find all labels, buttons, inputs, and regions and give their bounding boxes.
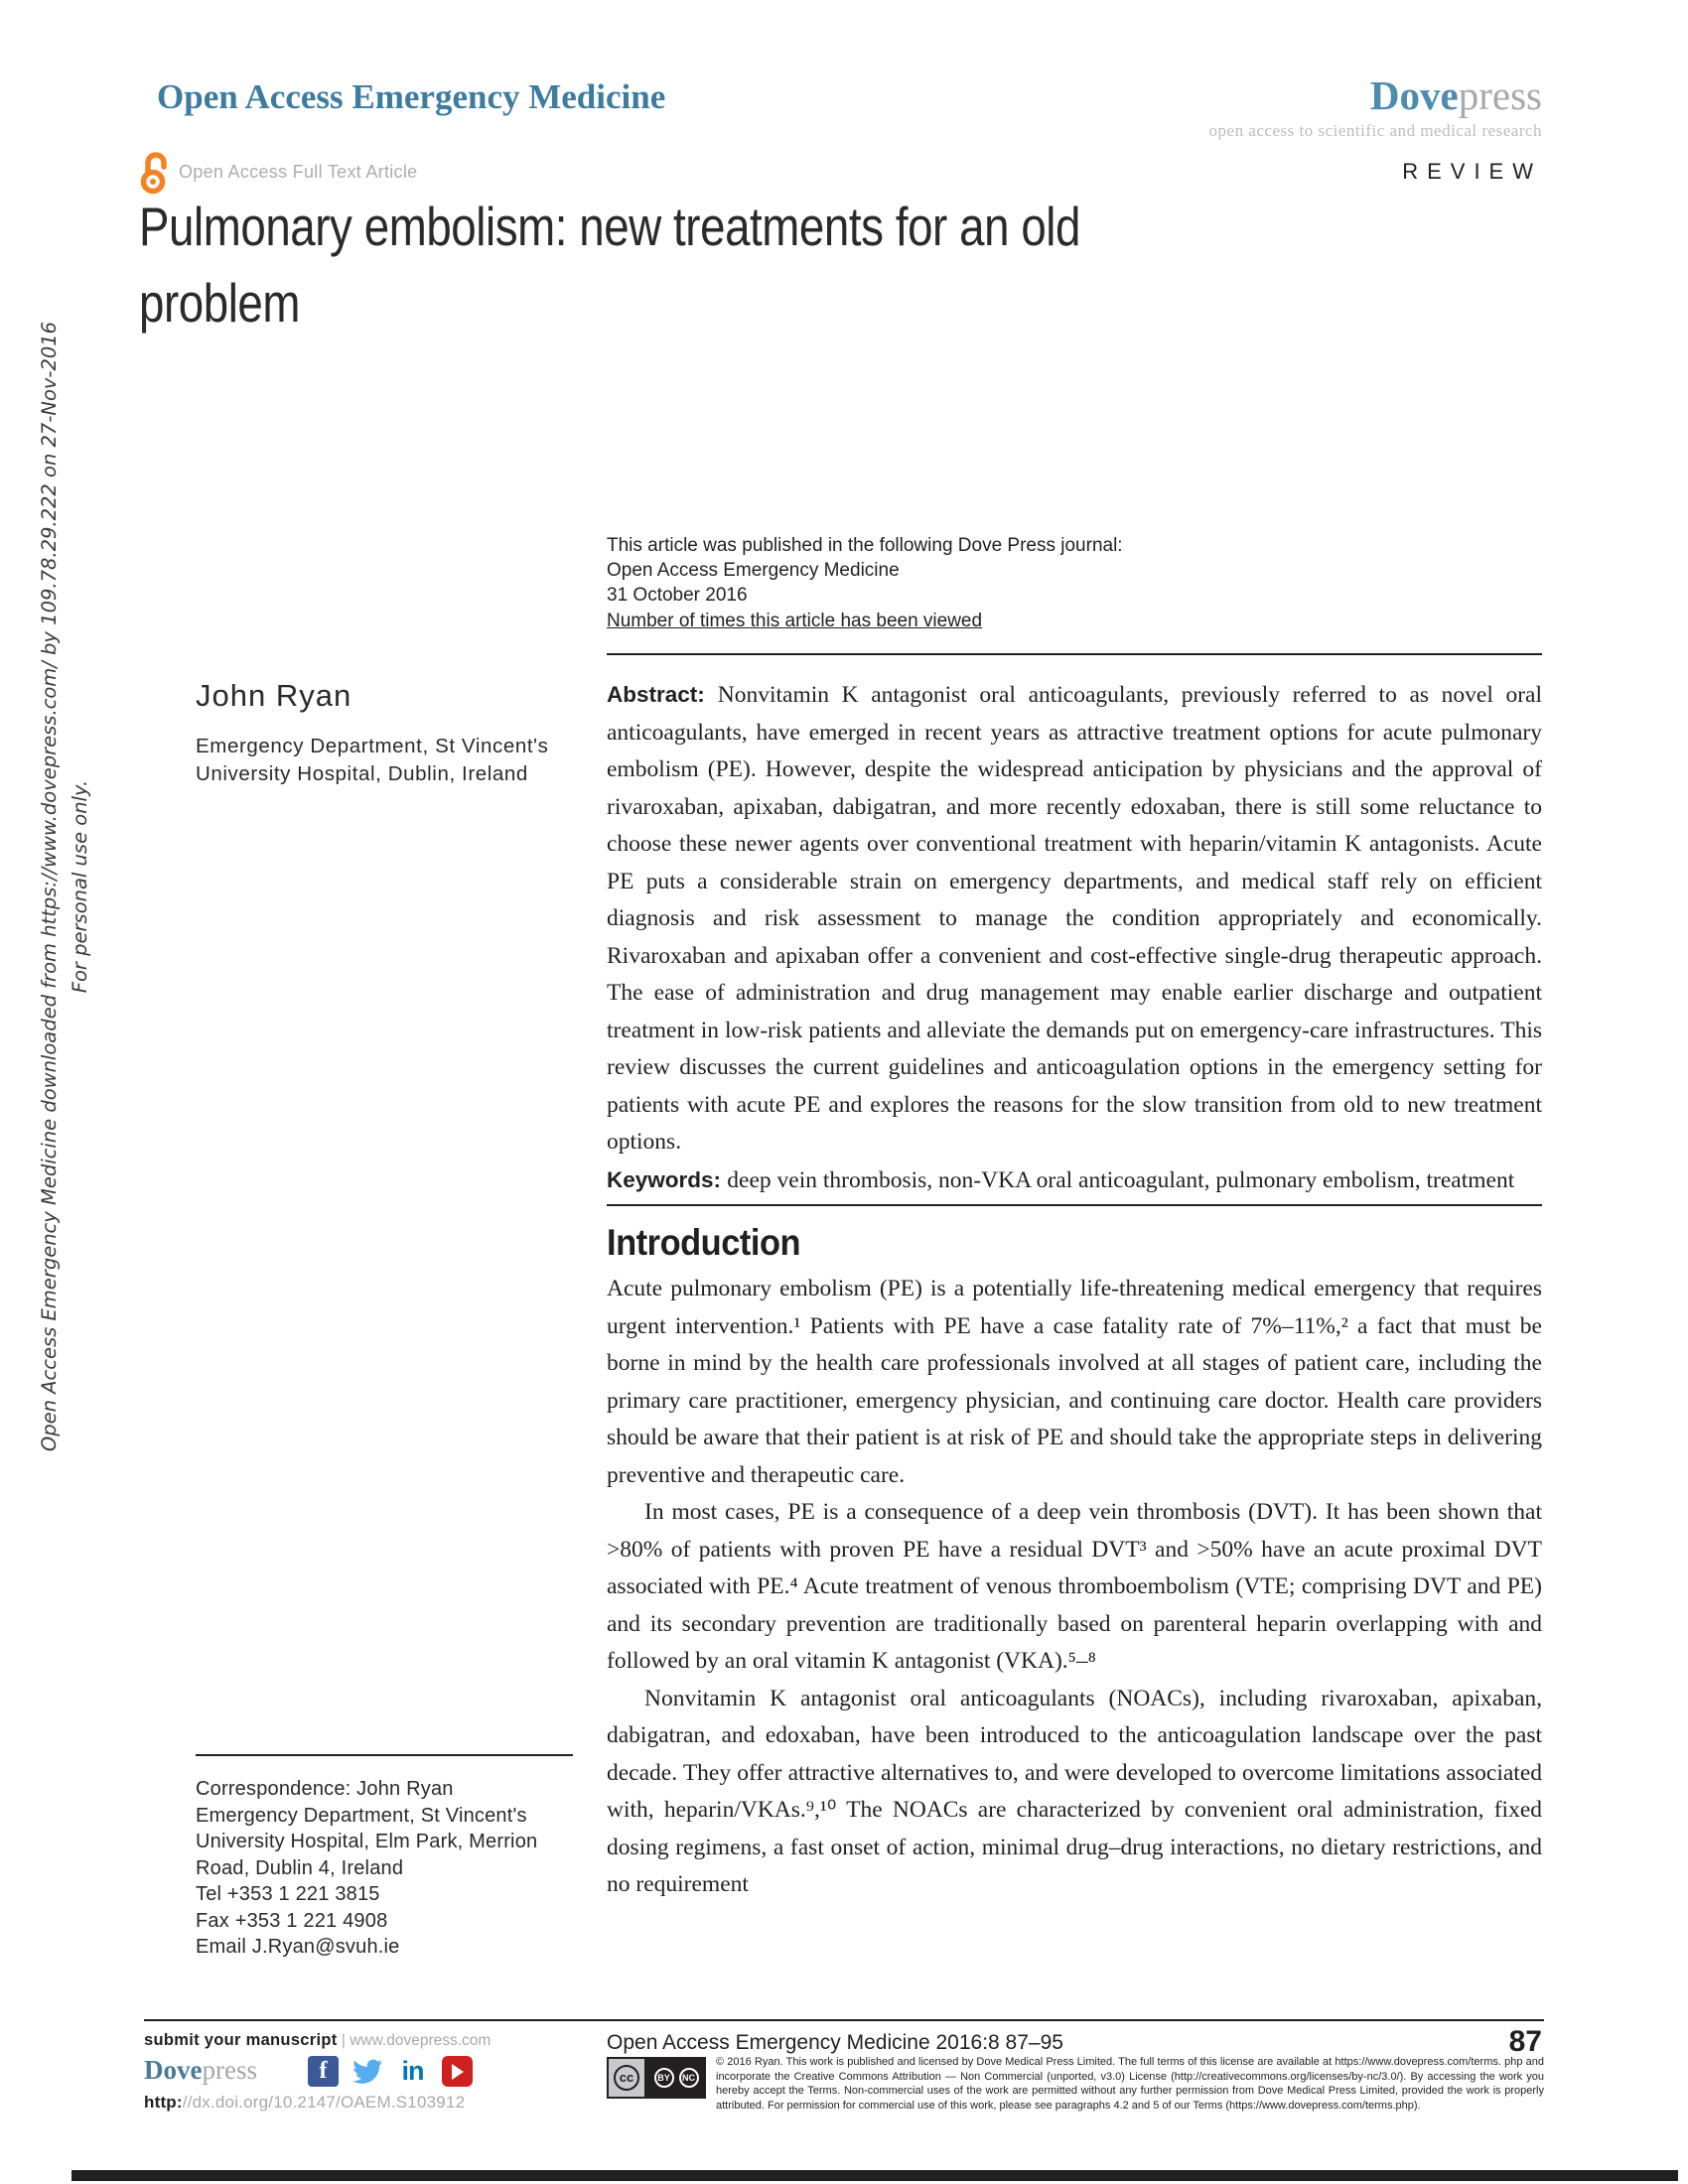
author-affiliation: Emergency Department, St Vincent's University Hospital, Dublin, Ireland (196, 735, 549, 785)
keywords-text: deep vein thrombosis, non-VKA oral anticoagulant, pulmonary embolism, treatment (727, 1166, 1515, 1193)
footer-brand-press: press (202, 2055, 257, 2085)
divider-correspondence (196, 1754, 573, 1756)
license-block (607, 2055, 1544, 2113)
publication-date: 31 October 2016 (607, 585, 748, 606)
page-number: 87 (1508, 2025, 1542, 2058)
license-text: © 2016 Ryan. This work is published and licensed by Dove Medical Press Limited. The full terms of this license are available at https://www.dovepress.com/terms. php and incorporate the Creative Commons Attribution — Non Commercial (unported, v3.0) License (http://creativecommons.org/licenses/by-nc/3.0/). By accessing the work you hereby accept the Terms. Non-commercial uses of the work are permitted without any further permission from Dove Medical Press Limited, provided the work is properly attributed. For permission for commercial use of this work, please see paragraphs 4.2 and 5 of our Terms (https://www.dovepress.com/terms.php). (716, 2056, 1544, 2112)
cc-icon: cc (607, 2057, 646, 2099)
footer-brand-dove: Dove (144, 2055, 203, 2085)
personal-use-notice: For personal use only. (69, 779, 91, 994)
introduction-heading: Introduction (607, 1222, 801, 1263)
correspondence-address-1: Emergency Department, St Vincent's (196, 1804, 527, 1827)
introduction-body (607, 1271, 1542, 1904)
abstract-paragraph (607, 676, 1542, 1161)
keywords-label: Keywords: (607, 1166, 728, 1192)
journal-name: Open Access Emergency Medicine (157, 77, 666, 116)
author-name: John Ryan (196, 678, 352, 713)
submit-label: submit your manuscript (144, 2031, 338, 2049)
views-link[interactable]: Number of times this article has been viewed (607, 611, 983, 631)
published-in-line: This article was published in the following Dove Press journal: (607, 535, 1123, 556)
brand-dove: Dove (1369, 72, 1459, 118)
download-notice: Open Access Emergency Medicine downloaded from https://www.dovepress.com/ by 109.78.29.222 on 27-Nov-2016 (38, 321, 61, 1452)
keywords-paragraph (607, 1161, 1542, 1200)
publication-info (607, 533, 1123, 633)
cc-by-icon: BY (654, 2068, 674, 2088)
twitter-icon[interactable] (352, 2056, 383, 2087)
correspondence-email[interactable]: Email J.Ryan@svuh.ie (196, 1936, 400, 1958)
dovepress-url-link[interactable]: www.dovepress.com (350, 2032, 492, 2049)
correspondence-address-2: University Hospital, Elm Park, Merrion (196, 1831, 538, 1852)
submit-divider: | (337, 2032, 351, 2049)
download-stamp (34, 276, 103, 1497)
divider-introduction (607, 1204, 1542, 1206)
title-line-2: problem (139, 272, 301, 334)
correspondence-name: Correspondence: John Ryan (196, 1778, 454, 1800)
youtube-icon[interactable] (442, 2056, 473, 2087)
submit-manuscript-line (144, 2031, 491, 2050)
intro-paragraph-3: Nonvitamin K antagonist oral anticoagulants (NOACs), including rivaroxaban, apixaban, dabigatran, and edoxaban, have been introduced to the anticoagulation landscape over the past decade. They offer attractive alternatives to, and were developed to overcome limitations associated with, heparin/VKAs.⁹,¹⁰ The NOACs are characterized by convenient oral administration, fixed dosing regimens, a fast onset of action, minimal drug–drug interactions, no dietary restrictions, and no requirement (607, 1685, 1542, 1897)
page-title (139, 189, 1210, 341)
correspondence-block (196, 1776, 588, 1961)
abstract-section (607, 676, 1542, 1199)
article-type-badge: REVIEW (1402, 159, 1542, 184)
abstract-label: Abstract: (607, 682, 718, 707)
journal-citation: Open Access Emergency Medicine 2016:8 87–95 (607, 2031, 1063, 2054)
abstract-text: Nonvitamin K antagonist oral anticoagulants, previously referred to as novel oral anticoagulants, have emerged in recent years as attractive treatment options for acute pulmonary embolism (PE). However, despite the widespread anticipation by physicians and the approval of rivaroxaban, apixaban, dabigatran, and more recently edoxaban, there is still some reluctance to choose these newer agents over conventional treatment with heparin/vitamin K antagonists. Acute PE puts a considerable strain on emergency departments, and medical staff rely on efficient diagnosis and risk assessment to manage the condition appropriately and economically. Rivaroxaban and apixaban offer a convenient and cost-effective single-drug therapeutic approach. The ease of administration and drug management may enable earlier discharge and outpatient treatment in low-risk patients and alleviate the demands put on emergency-care infrastructures. This review discusses the current guidelines and anticoagulation options in the emergency setting for patients with acute PE and explores the reasons for the slow transition from old to new treatment options. (607, 682, 1542, 1155)
correspondence-tel: Tel +353 1 221 3815 (196, 1883, 380, 1905)
footer-dovepress-logo (144, 2055, 257, 2086)
brand-press: press (1458, 72, 1542, 118)
linkedin-icon[interactable]: in (401, 2056, 424, 2086)
doi-link[interactable]: http://dx.doi.org/10.2147/OAEM.S103912 (144, 2093, 466, 2112)
intro-paragraph-2: In most cases, PE is a consequence of a deep vein thrombosis (DVT). It has been shown that >80% of patients with proven PE have a residual DVT³ and >50% have an acute proximal DVT associated with PE.⁴ Acute treatment of venous thromboembolism (VTE; comprising DVT and PE) and its secondary prevention are traditionally based on parenteral heparin overlapping with and followed by an oral vitamin K antagonist (VKA).⁵–⁸ (607, 1499, 1542, 1674)
cc-nc-icon: NC (679, 2068, 699, 2088)
published-journal: Open Access Emergency Medicine (607, 560, 900, 581)
correspondence-fax: Fax +353 1 221 4908 (196, 1909, 388, 1932)
cc-by-nc-icons (646, 2057, 706, 2099)
brand-tagline: open access to scientific and medical research (1208, 121, 1542, 140)
intro-paragraph-1: Acute pulmonary embolism (PE) is a potentially life-threatening medical emergency that requires urgent intervention.¹ Patients with PE have a case fatality rate of 7%–11%,² a fact that must be borne in mind by the health care professionals involved at all stages of patient care, including the primary care practitioner, emergency physician, and continuing care doctor. Health care providers should be aware that their patient is at risk of PE and should take the appropriate steps in delivering preventive and therapeutic care. (607, 1276, 1542, 1488)
correspondence-address-3: Road, Dublin 4, Ireland (196, 1856, 404, 1879)
dovepress-logo (1370, 71, 1542, 119)
divider-pubinfo (607, 653, 1542, 655)
divider-footer (144, 2019, 1544, 2021)
social-links (308, 2056, 473, 2087)
page-bottom-edge (71, 2170, 1678, 2181)
title-line-1: Pulmonary embolism: new treatments for an old (139, 196, 1081, 257)
facebook-icon[interactable]: f (308, 2056, 339, 2087)
open-access-label: Open Access Full Text Article (179, 162, 418, 182)
cc-license-badge (607, 2057, 706, 2099)
